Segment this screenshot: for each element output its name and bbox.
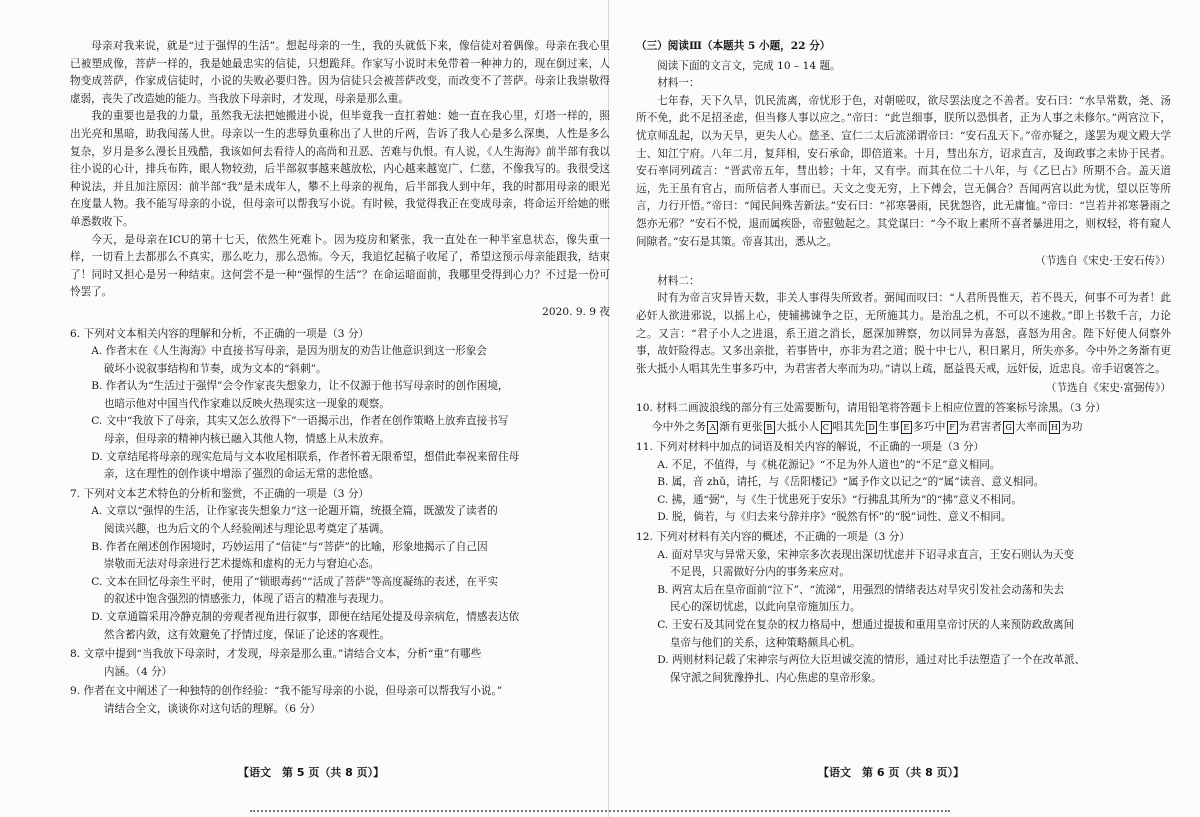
- material-2-label: 材料二：: [657, 274, 700, 287]
- q6-option-c: C. 文中“我放下了母亲，其实又怎么放得下”一语揭示出，作者在创作策略上放弃直接书写: [91, 415, 509, 428]
- question-12: 12. 下列对材料有关内容的概述，不正确的一项是（3 分）: [636, 531, 910, 544]
- section-heading: （三）阅读Ⅲ（本题共 5 小题，22 分）: [636, 40, 831, 52]
- question-10: 10. 材料二画波浪线的部分有三处需要断句，请用铅笔将答题卡上相应位置的答案标号涂黑。（3 分）: [636, 401, 1106, 414]
- material-2-source: （节选自《宋史·富弼传》）: [1045, 382, 1171, 395]
- q7-option-c-cont: 的叙述中饱含强烈的情感张力，体现了语言的精准与表现力。: [103, 593, 390, 606]
- question-9: 9. 作者在文中阐述了一种独特的创作经验：“我不能写母亲的小说，但母亲可以帮我写小说。”: [70, 685, 503, 698]
- q10-box: C: [821, 421, 832, 434]
- q11-option-b: B. 属，音 zhǔ，请托，与《岳阳楼记》“属予作文以记之”的“属”读音、意义相同。: [657, 476, 1045, 489]
- q7-option-b: B. 作者在阐述创作困境时，巧妙运用了“信徒”与“菩萨”的比喻，形象地揭示了自己因: [91, 540, 488, 553]
- q10-box: B: [764, 421, 775, 434]
- essay-date: 2020. 9. 9 夜: [542, 305, 610, 318]
- q6-option-c-cont: 母亲，但母亲的精神内核已融入其他人物，情感上从未放弃。: [103, 433, 390, 446]
- q6-option-a: A. 作者末在《人生海海》中直接书写母亲，是因为朋友的劝告让他意识到这一形象会: [91, 345, 487, 358]
- q7-option-a-cont: 阅读兴趣，也为后文的个人经验阐述与理论思考奠定了基调。: [103, 523, 390, 536]
- material-1-label: 材料一：: [657, 77, 700, 90]
- material-1-source: （节选自《宋史·王安石传》）: [1035, 255, 1171, 268]
- q11-option-d: D. 脱，倘若，与《归去来兮辞并序》“脱然有怀”的“脱”词性、意义不相同。: [657, 511, 1012, 524]
- q6-option-d: D. 文章结尾将母亲的现实危局与文本收尾相联系，作者怀着无限希望，想借此奉祝来留住母: [91, 450, 520, 463]
- question-8: 8. 文章中提到“当我放下母亲时，才发现，母亲是那么重。”请结合文本，分析“重”有哪些: [70, 648, 482, 661]
- left-page: [70, 38, 610, 778]
- q12-option-a: A. 面对旱灾与异常天象，宋神宗多次表现出深切忧虑并下诏寻求直言，王安石则认为天变: [657, 548, 1075, 561]
- q10-seg: 生事: [878, 421, 900, 434]
- q7-option-d: D. 文章通篇采用冷静克制的旁观者视角进行叙事，即便在结尾处提及母亲病危，情感表达依: [91, 611, 520, 623]
- q11-option-a: A. 不足，不值得，与《桃花源记》“不足为外人道也”的“不足”意义相同。: [657, 458, 1001, 471]
- q10-box: E: [901, 421, 912, 434]
- q10-seg: 今中外之务: [651, 421, 707, 434]
- reading-intro: 阅读下面的文言文，完成 10 – 14 题。: [657, 59, 841, 72]
- question-7: 7. 下列对文本艺术特色的分析和鉴赏，不正确的一项是（3 分）: [70, 487, 370, 500]
- q7-option-d-cont: 然含蓄内敛，这有效避免了抒情过度，保证了论述的客观性。: [103, 628, 390, 641]
- q10-seg: 唱其先: [832, 421, 866, 434]
- page-footer-left: 【语文 第 5 页（共 8 页）】: [238, 766, 385, 779]
- q12-option-b-cont: 民心的深切忧虑，以此向皇帝施加压力。: [669, 601, 861, 614]
- q12-option-c: C. 王安石及其同党在复杂的权力格局中，想通过提拔和重用皇帝讨厌的人来预防政敌离间: [657, 619, 1075, 631]
- q10-seg: 为君害者: [958, 421, 1003, 434]
- essay-paragraph: 今天，是母亲在ICU的第十七天，依然生死难卜。因为疫房和紧张，我一直处在一种半室息状态，像失重一样，一切看上去都那么不真实，那么吃力，那么恐怖。今天，我追忆起稿子收尾了，希望这预示母亲能跟我，结束了！同时又担心是另一种结束。这何尝不是一种“强悍的生活”？在命运暗面前，我哪里受得到心力？不过是一份可怜罢了。: [70, 233, 610, 299]
- q12-option-d: D. 两则材料记载了宋神宗与两位大臣坦诚交流的情形，通过对比手法塑造了一个在改革派、: [657, 654, 1086, 667]
- essay-paragraph: 母亲对我来说，就是“过于强悍的生活”。想起母亲的一生，我的头就低下来，像信徒对着偶像。母亲在我心里已被塑成像，菩萨一样的，我是她最忠实的信徒，只想跪拜。作家写小说时未免带着一种神力的，现在倒过来，人物变成菩萨，作家成信徒时，小说的失败必要归咎。因为信徒只会被菩萨改变，而改变不了菩萨。母亲让我崇敬得虚弱，丧失了改造她的能力。当我放下母亲时，才发现，母亲是那么重。: [70, 40, 610, 105]
- q10-box: A: [707, 421, 718, 434]
- q12-option-a-cont: 不足畏，只需做好分内的事务来应对。: [669, 566, 850, 579]
- q10-seg: 渐有更张: [719, 421, 763, 434]
- q6-option-a-cont: 破坏小说叙事结构和节奏，成为文本的“斜刺”。: [103, 362, 327, 375]
- q10-seg: 大抵小人: [775, 421, 820, 434]
- question-8-cont: 内涵。（4 分）: [103, 665, 173, 678]
- question-6: 6. 下列对文本相关内容的理解和分析，不正确的一项是（3 分）: [70, 327, 370, 340]
- q10-seg: 大率而: [1015, 421, 1048, 434]
- q10-box: G: [1003, 421, 1014, 434]
- q12-option-d-cont: 保守派之间犹豫挣扎、内心焦虑的皇帝形象。: [669, 671, 882, 684]
- q10-box: D: [866, 421, 877, 434]
- q6-option-b-cont: 也暗示他对中国当代作家难以反映火热现实这一现象的观察。: [103, 397, 390, 410]
- q7-option-b-cont: 崇敬而无法对母亲进行艺术提炼和虚构的无力与窘迫心态。: [103, 558, 380, 571]
- essay-paragraph: 我的重要也是我的力量，虽然我无法把她搬进小说，但毕竟我一直扛着她：她一直在我心里，灯塔一样的，照出光亮和黑暗，助我闯荡人世。母亲以一生的悲辱负重称出了人世的斤两，告诉了我人心是多么深奥，人性是多么复杂，岁月是多么漫长且残酷，我该如何去看待人的高尚和丑恶、苦难与仇恨。有人说，《人生海海》前半部有我以往小说的心计，排兵布阵，眼人物较劲，后半部叙事越来越放松，内心越来越宽广、仁慈，不像我写的。我很受这种说法，并且加注原因：前半部“我”是未成年人，攀不上母亲的视角，后半部我人到中年，我的时都用母亲的眼光在度量人物。我不能写母亲的小说，但母亲可以帮我写小说。有时候，我觉得我正在变成母亲，将命运开给她的账单悉数收下。: [70, 110, 610, 228]
- material-2-text: 时有为帝言灾异皆天数，非关人事得失所致者。弼闻而叹曰：“人君所畏惟天，若不畏天，何事不可为者！此必奸人欲进邪说，以摇上心，使辅拂谏争之臣，无所施其力。是治乱之机，不可以不速救。”即上书数千言，力论之。又言：“君子小人之进退，系王道之消长，愿深加辨察，勿以同异为喜怒，喜怒为用舍。陛下好使人伺察外事，故奸险得志。又多出亲批，若事皆中，亦非为君之道；脱十中七八，积日累月，所失亦多。今中外之务渐有更张大抵小人唱其先生事多巧中，为君害者大率而为功。”请以上疏，愿益畏天戒，远奸佞，近忠良。帝手诏褒答之。: [636, 292, 1171, 375]
- q10-seg: 多巧中: [913, 421, 946, 434]
- q6-option-d-cont: 亲，这在理性的创作谈中增添了强烈的命运无常的悲怆感。: [103, 468, 380, 481]
- q10-box: F: [947, 421, 958, 434]
- right-page: [636, 38, 1171, 778]
- bottom-dotted-rule: [250, 808, 950, 812]
- question-11: 11. 下列对材料中加点的词语及相关内容的解说，不正确的一项是（3 分）: [636, 441, 985, 454]
- q10-box: H: [1050, 422, 1059, 432]
- q11-option-c: C. 拂，通“弼”，与《生于忧患死于安乐》“行拂乱其所为”的“拂”意义不相同。: [657, 493, 1022, 506]
- page-footer-right: 【语文 第 6 页（共 8 页）】: [818, 766, 965, 779]
- q12-option-c-cont: 皇帝与他们的关系，这种策略颇具心机。: [669, 636, 861, 649]
- q10-seg: 为功: [1060, 421, 1083, 434]
- material-1-text: 七年春，天下久旱，饥民流离，帝忧形于色，对朝嗟叹，欲尽罢法度之不善者。安石曰：“水旱常数，尧、汤所不免，此不足招圣虑，但当修人事以应之。”帝曰：“此岂细事，朕所以恐惧者，正为人事之未修尔。”两宫泣下，忧京师乱起，以为天旱，更失人心。慈圣、宣仁二太后流涕谓帝曰：“安石乱天下。”帝亦疑之，遂罢为观文殿大学士、知江宁府。八年二月，复拜相，安石承命，即倍道来。十月，彗出东方，诏求直言，及询政事之未协于民者。安石率同列疏言：“晋武帝五年，彗出轸；十年，又有孛。而其在位二十八年，与《乙巳占》所期不合。盖天道远，先王虽有官占，而所信者人事而已。天文之变无穷，上下傅会，岂无偶合？吾闻两宫以此为忧，望以臣等所言，力行开悟。”帝曰：“闻民间殊苦新法。”安石曰：“祁寒暑雨，民犹怨咨，此无庸恤。”帝曰：“岂若并祁寒暑雨之怨亦无邪？”安石不悦，退而属疾卧，帝慰勉起之。其党谋曰：“今不取上素所不喜者暴进用之，则权轻，将有窥人间隙者。”安石是其策。帝喜其出，悉从之。: [636, 94, 1171, 248]
- q7-option-c: C. 文本在回忆母亲生平时，使用了“锁眼毒药”“活成了菩萨”等高度凝练的表述，在平实: [91, 575, 499, 588]
- question-9-cont: 请结合全文，谈谈你对这句话的理解。（6 分）: [103, 702, 321, 715]
- q6-option-b: B. 作者认为“生活过于强悍”会令作家丧失想象力，让不仅源于他书写母亲时的创作困境，: [91, 380, 509, 393]
- q7-option-a: A. 文章以“强悍的生活，让作家丧失想象力”这一论题开篇，统摄全篇，既激发了读者的: [91, 505, 498, 518]
- q10-segment-boxes: [652, 419, 1171, 437]
- q12-option-b: B. 两宫太后在皇帝面前“泣下”、“流涕”，用强烈的情绪表达对旱灾引发社会动荡和失去: [657, 583, 1065, 596]
